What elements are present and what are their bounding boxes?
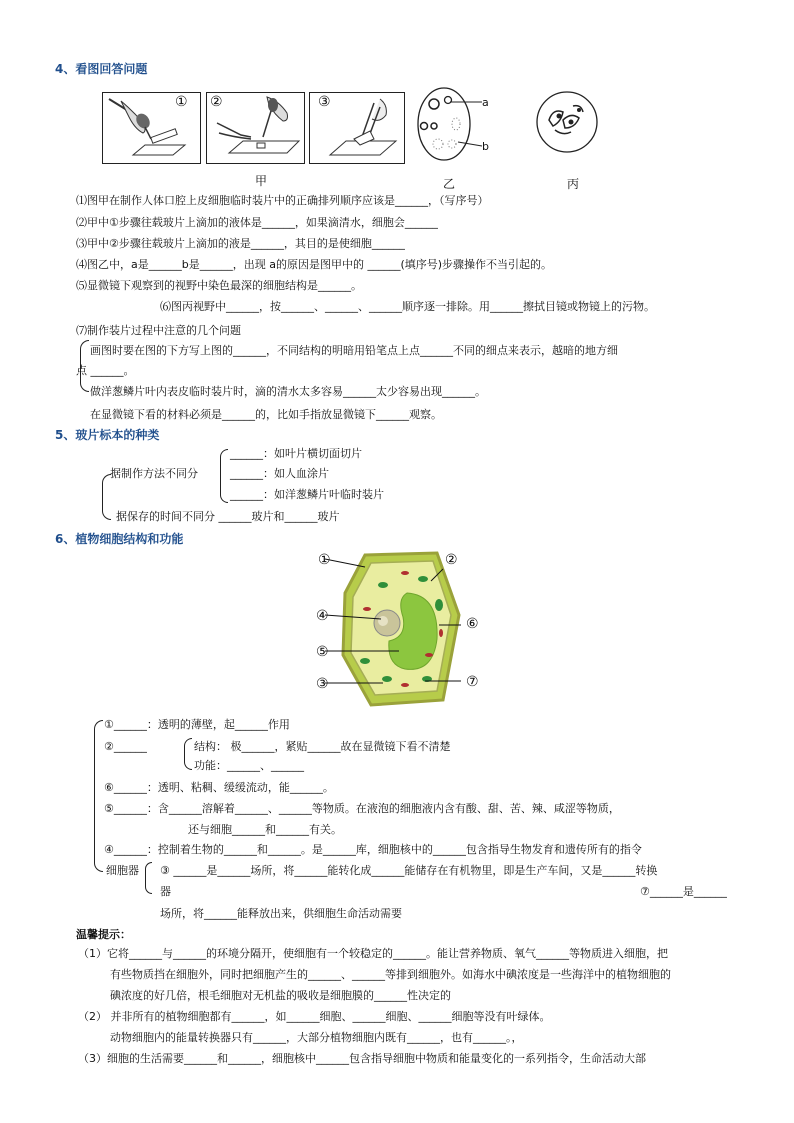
classify-by-method: 据制作方法不同分 <box>110 467 198 480</box>
q4-6: ⑹图丙视野中______，按______、______、______顺序逐一排除。用______擦拭目镜或物镜上的污物。 <box>160 300 655 313</box>
label-a: a <box>482 96 489 109</box>
q4-3: ⑶甲中②步骤往载玻片上滴加的液是______，其目的是使细胞______ <box>76 237 405 250</box>
slide-type-2: ______：如人血涂片 <box>230 467 329 480</box>
chloroplast-line: ③ ______是______场所，将______能转化成______能储存在有机物里，即是生产车间，又是______转换 <box>160 864 658 877</box>
cell-label-1: ① <box>318 552 331 568</box>
tip-1-cont2: 碘浓度的好几倍，根毛细胞对无机盐的吸收是细胞膜的______性决定的 <box>110 989 451 1002</box>
cell-membrane-line: ②______ <box>104 740 147 753</box>
tip-1: （1）它将______与______的环境分隔开，使细胞有一个较稳定的______。能让营养物质、氧气______等物质进入细胞，把 <box>78 947 668 960</box>
slide-type-1: ______：如叶片横切面切片 <box>230 447 362 460</box>
q4-7: ⑺制作装片过程中注意的几个问题 <box>76 324 241 337</box>
organelle-label: 细胞器 <box>106 864 139 877</box>
chloroplast-line-cont: 器 <box>160 885 171 898</box>
q4-2: ⑵甲中①步骤往载玻片上滴加的液体是______，如果滴清水，细胞会______ <box>76 216 438 229</box>
q4-7a: 画图时要在图的下方写上图的______，不同结构的明暗用铅笔点上点______不同的细点来表示，越暗的地方细 <box>90 344 618 357</box>
slide-type-3: ______：如洋葱鳞片叶临时装片 <box>230 488 384 501</box>
cytoplasm-line: ⑥______：透明、粘稠、缓缓流动，能______。 <box>104 781 334 794</box>
mitochondria-line: ⑦______是______ <box>640 885 727 898</box>
mitochondria-line-cont: 场所，将______能释放出来，供细胞生命活动需要 <box>160 907 402 920</box>
caption-jia: 甲 <box>255 174 268 188</box>
cell-label-5: ⑤ <box>316 644 329 660</box>
step-2-number: ② <box>210 94 223 110</box>
vacuole-line-cont: 还与细胞______和______有关。 <box>188 823 342 836</box>
cell-label-3: ③ <box>316 676 329 692</box>
cell-label-2: ② <box>445 552 458 568</box>
cell-label-7: ⑦ <box>466 674 479 690</box>
brace-sec6-main <box>94 720 103 872</box>
membrane-function: 功能：______、______ <box>194 759 304 772</box>
section-5-title: 5、玻片标本的种类 <box>55 428 160 442</box>
q4-5: ⑸显微镜下观察到的视野中染色最深的细胞结构是______。 <box>76 279 362 292</box>
q4-4: ⑷图乙中，a是______b是______，出现 a的原因是图甲中的 ______(填序号)步骤操作不当引起的。 <box>76 258 553 271</box>
brace-sec6-membrane <box>184 738 192 770</box>
field-of-view-yi <box>410 84 490 164</box>
tip-3: （3）细胞的生活需要______和______，细胞核中______包含指导细胞中物质和能量变化的一系列指令，生命活动大部 <box>78 1052 646 1065</box>
field-of-view-bing <box>535 90 605 160</box>
tip-1-cont: 有些物质挡在细胞外，同时把细胞产生的______、______等排到细胞外。如海水中碘浓度是一些海洋中的植物细胞的 <box>110 968 671 981</box>
section-4-title: 4、看图回答问题 <box>55 62 148 76</box>
plant-cell-diagram <box>335 545 465 715</box>
q4-7b: 做洋葱鳞片叶内表皮临时装片时，滴的清水太多容易______太少容易出现______。 <box>90 385 486 398</box>
membrane-structure: 结构： 极______，紧贴______故在显微镜下看不清楚 <box>194 740 451 753</box>
q4-1: ⑴图甲在制作人体口腔上皮细胞临时装片中的正确排列顺序应该是______，（写序号） <box>76 194 489 207</box>
q4-7a-cont: 点 ______。 <box>76 364 135 377</box>
classify-by-storage: 据保存的时间不同分 ______玻片和______玻片 <box>116 510 340 523</box>
step-1-number: ① <box>175 94 188 110</box>
tip-2-cont: 动物细胞内的能量转换器只有______，大部分植物细胞内既有______，也有______。， <box>110 1031 523 1044</box>
section-6-title: 6、植物细胞结构和功能 <box>55 532 184 546</box>
tip-2: （2） 并非所有的植物细胞都有______，如______细胞、______细胞、______细胞等没有叶绿体。 <box>78 1010 551 1023</box>
caption-yi: 乙 <box>443 177 456 191</box>
q4-7c: 在显微镜下看的材料必须是______的，比如手指放显微镜下______观察。 <box>90 408 442 421</box>
label-b: b <box>482 140 489 153</box>
cell-wall-line: ①______：透明的薄壁，起______作用 <box>104 718 290 731</box>
tips-title: 温馨提示： <box>76 928 131 941</box>
brace-sec5-inner <box>220 449 228 503</box>
brace-organelle <box>145 862 152 894</box>
cell-label-6: ⑥ <box>466 616 479 632</box>
step-3-number: ③ <box>318 94 331 110</box>
vacuole-line: ⑤______：含______溶解着______、______等物质。在液泡的细胞液内含有酸、甜、苦、辣、咸涩等物质， <box>104 802 620 815</box>
nucleus-line: ④______：控制着生物的______和______。是______库，细胞核中的______包含指导生物发育和遗传所有的指令 <box>104 843 642 856</box>
caption-bing: 丙 <box>567 177 580 191</box>
cell-label-4: ④ <box>316 608 329 624</box>
